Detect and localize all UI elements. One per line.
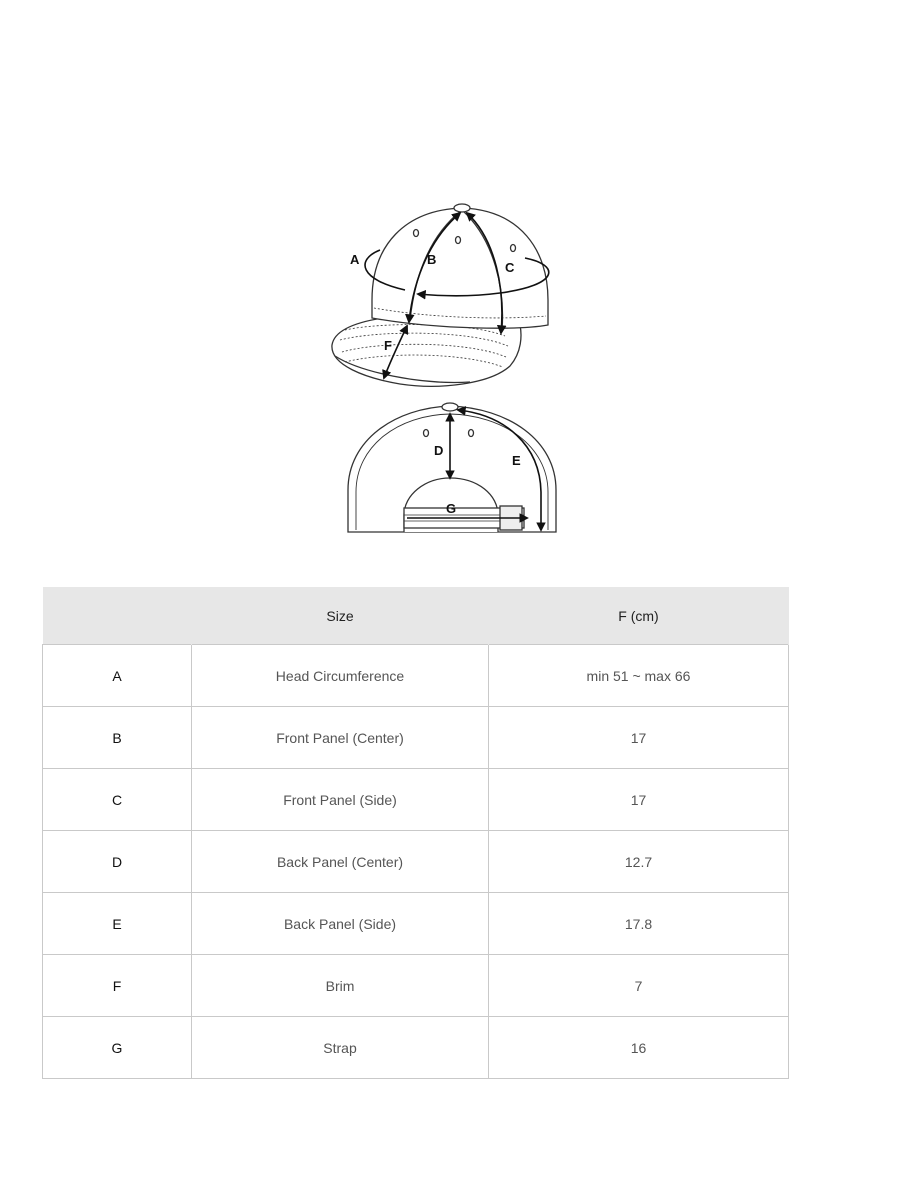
row-name: Front Panel (Center) (192, 707, 489, 769)
row-value: min 51 ~ max 66 (489, 645, 789, 707)
row-name: Back Panel (Center) (192, 831, 489, 893)
label-b: B (427, 252, 437, 267)
label-f: F (384, 338, 392, 353)
label-d: D (434, 443, 444, 458)
table-row (43, 769, 789, 831)
cap-measurement-diagram (0, 0, 900, 560)
label-a: A (350, 252, 360, 267)
table-row (43, 893, 789, 955)
header-size: Size (192, 587, 489, 645)
row-value: 12.7 (489, 831, 789, 893)
table-row (43, 707, 789, 769)
table-row (43, 831, 789, 893)
row-name: Head Circumference (192, 645, 489, 707)
label-g: G (446, 501, 457, 516)
row-name: Strap (192, 1017, 489, 1079)
table-header-row (43, 587, 789, 645)
label-c: C (505, 260, 515, 275)
header-value: F (cm) (489, 587, 789, 645)
row-key: B (43, 707, 192, 769)
header-blank (43, 587, 192, 645)
row-value: 17.8 (489, 893, 789, 955)
row-key: A (43, 645, 192, 707)
row-value: 7 (489, 955, 789, 1017)
row-name: Brim (192, 955, 489, 1017)
row-value: 17 (489, 707, 789, 769)
size-chart-table (42, 587, 789, 1079)
row-key: C (43, 769, 192, 831)
table-row (43, 1017, 789, 1079)
row-key: G (43, 1017, 192, 1079)
row-key: D (43, 831, 192, 893)
table-row (43, 955, 789, 1017)
row-name: Back Panel (Side) (192, 893, 489, 955)
row-value: 16 (489, 1017, 789, 1079)
row-key: E (43, 893, 192, 955)
label-e: E (512, 453, 521, 468)
row-value: 17 (489, 769, 789, 831)
row-key: F (43, 955, 192, 1017)
row-name: Front Panel (Side) (192, 769, 489, 831)
table-row (43, 645, 789, 707)
